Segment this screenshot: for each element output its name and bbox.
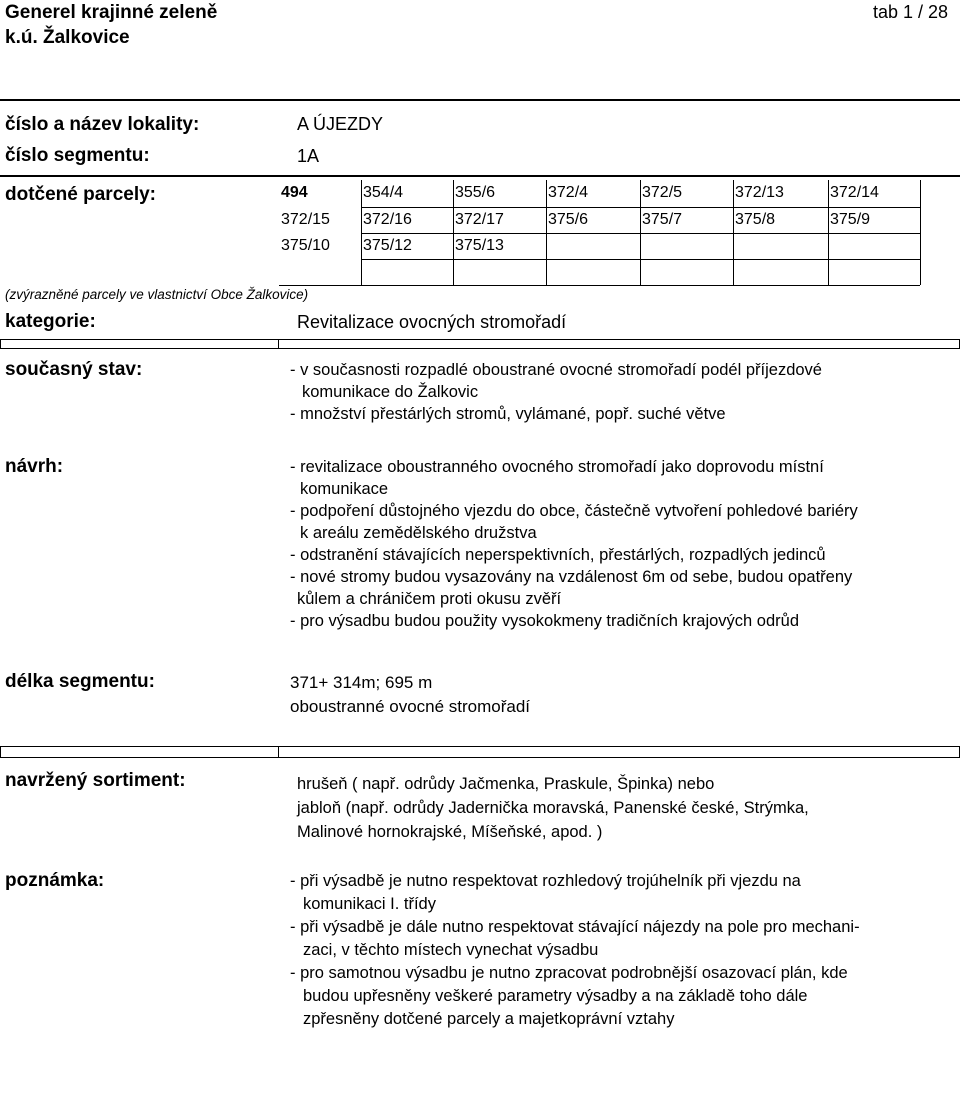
parcel-cell: 494 bbox=[281, 184, 308, 201]
proposal-line: - pro výsadbu budou použity vysokokmeny tradičních krajových odrůd bbox=[290, 612, 800, 630]
proposal-label: návrh: bbox=[5, 456, 64, 477]
category-divider-bottom bbox=[0, 348, 960, 349]
document-title: Generel krajinné zeleně bbox=[5, 2, 218, 23]
parcel-grid-hline bbox=[279, 285, 920, 286]
current-state-text bbox=[290, 359, 822, 425]
parcel-cell: 375/10 bbox=[281, 237, 330, 254]
length-description: oboustranné ovocné stromořadí bbox=[290, 697, 531, 716]
assortment-line: Malinové hornokrajské, Míšeňské, apod. ) bbox=[297, 823, 603, 841]
locality-label: číslo a název lokality: bbox=[5, 114, 200, 135]
parcels-ownership-note: (zvýrazněné parcely ve vlastnictví Obce Žalkovice) bbox=[5, 287, 309, 302]
parcel-cell: 372/15 bbox=[281, 211, 330, 228]
remark-line: budou upřesněny veškeré parametry výsadby a na základě toho dále bbox=[303, 987, 808, 1005]
parcel-grid-vline bbox=[453, 180, 454, 285]
parcel-cell: 372/4 bbox=[548, 184, 589, 201]
length-value: 371+ 314m; 695 m bbox=[290, 673, 433, 692]
current-state-label: současný stav: bbox=[5, 359, 143, 380]
parcel-cell: 372/16 bbox=[363, 211, 412, 228]
parcel-cell: 375/8 bbox=[735, 211, 776, 228]
remark-line: - pro samotnou výsadbu je nutno zpracovat podrobnější osazovací plán, kde bbox=[290, 964, 848, 982]
assortment-line: hrušeň ( např. odrůdy Jačmenka, Praskule, Špinka) nebo bbox=[297, 775, 715, 793]
category-divider-left bbox=[0, 339, 1, 348]
parcel-grid-vline bbox=[733, 180, 734, 285]
parcels-label: dotčené parcely: bbox=[5, 184, 156, 205]
proposal-line: k areálu zemědělského družstva bbox=[300, 524, 537, 542]
parcel-cell: 375/6 bbox=[548, 211, 589, 228]
category-value: Revitalizace ovocných stromořadí bbox=[297, 312, 567, 332]
parcel-grid-vline bbox=[640, 180, 641, 285]
parcel-cell: 355/6 bbox=[455, 184, 496, 201]
proposal-line: komunikace bbox=[300, 480, 389, 498]
current-state-line: - v současnosti rozpadlé oboustrané ovocné stromořadí podél příjezdové bbox=[290, 361, 822, 379]
category-divider-top bbox=[0, 339, 960, 340]
category-label: kategorie: bbox=[5, 311, 96, 332]
cadastral-area: k.ú. Žalkovice bbox=[5, 27, 130, 48]
remark-line: zpřesněny dotčené parcely a majetkoprávní vztahy bbox=[303, 1010, 675, 1028]
segment-divider bbox=[0, 175, 960, 177]
header-divider bbox=[0, 99, 960, 101]
proposal-line: kůlem a chráničem proti okusu zvěří bbox=[297, 590, 562, 608]
parcel-cell: 375/7 bbox=[642, 211, 683, 228]
category-divider-mid bbox=[278, 339, 279, 348]
length-divider-top bbox=[0, 746, 960, 747]
proposal-line: - revitalizace oboustranného ovocného stromořadí jako doprovodu místní bbox=[290, 458, 824, 476]
remark-label: poznámka: bbox=[5, 870, 105, 891]
length-label: délka segmentu: bbox=[5, 671, 155, 692]
parcel-grid-vline bbox=[828, 180, 829, 285]
locality-value: A ÚJEZDY bbox=[297, 114, 384, 134]
segment-label: číslo segmentu: bbox=[5, 145, 150, 166]
remark-line: zaci, v těchto místech vynechat výsadbu bbox=[303, 941, 599, 959]
remark-text bbox=[290, 870, 860, 1031]
parcel-cell: 372/5 bbox=[642, 184, 683, 201]
remark-line: - při výsadbě je nutno respektovat rozhledový trojúhelník při vjezdu na bbox=[290, 872, 801, 890]
parcel-cell: 372/14 bbox=[830, 184, 879, 201]
parcel-cell: 375/12 bbox=[363, 237, 412, 254]
assortment-text bbox=[297, 773, 809, 843]
proposal-line: - nové stromy budou vysazovány na vzdálenost 6m od sebe, budou opatřeny bbox=[290, 568, 853, 586]
length-divider-bottom bbox=[0, 757, 960, 758]
remark-line: - při výsadbě je dále nutno respektovat stávající nájezdy na pole pro mechani- bbox=[290, 918, 860, 936]
current-state-line: komunikace do Žalkovic bbox=[302, 383, 479, 401]
parcel-grid-vline bbox=[546, 180, 547, 285]
proposal-line: - podpoření důstojného vjezdu do obce, částečně vytvoření pohledové bariéry bbox=[290, 502, 858, 520]
parcel-grid-vline bbox=[361, 180, 362, 285]
parcel-cell: 375/13 bbox=[455, 237, 504, 254]
assortment-label: navržený sortiment: bbox=[5, 770, 186, 791]
parcel-cell: 372/17 bbox=[455, 211, 504, 228]
parcel-cell: 372/13 bbox=[735, 184, 784, 201]
proposal-line: - odstranění stávajících neperspektivních, přestárlých, rozpadlých jedinců bbox=[290, 546, 826, 564]
parcel-grid-vline bbox=[920, 180, 921, 285]
page-number: tab 1 / 28 bbox=[872, 2, 948, 22]
parcel-cell: 375/9 bbox=[830, 211, 871, 228]
remark-line: komunikaci I. třídy bbox=[303, 895, 436, 913]
length-divider-left bbox=[0, 746, 1, 757]
current-state-line: - množství přestárlých stromů, vylámané, popř. suché větve bbox=[290, 405, 726, 423]
length-divider-mid bbox=[278, 746, 279, 757]
length-text bbox=[290, 672, 530, 718]
segment-value: 1A bbox=[297, 146, 320, 166]
parcel-cell: 354/4 bbox=[363, 184, 404, 201]
proposal-text bbox=[290, 456, 858, 632]
assortment-line: jabloň (např. odrůdy Jadernička moravská, Panenské české, Strýmka, bbox=[297, 799, 809, 817]
